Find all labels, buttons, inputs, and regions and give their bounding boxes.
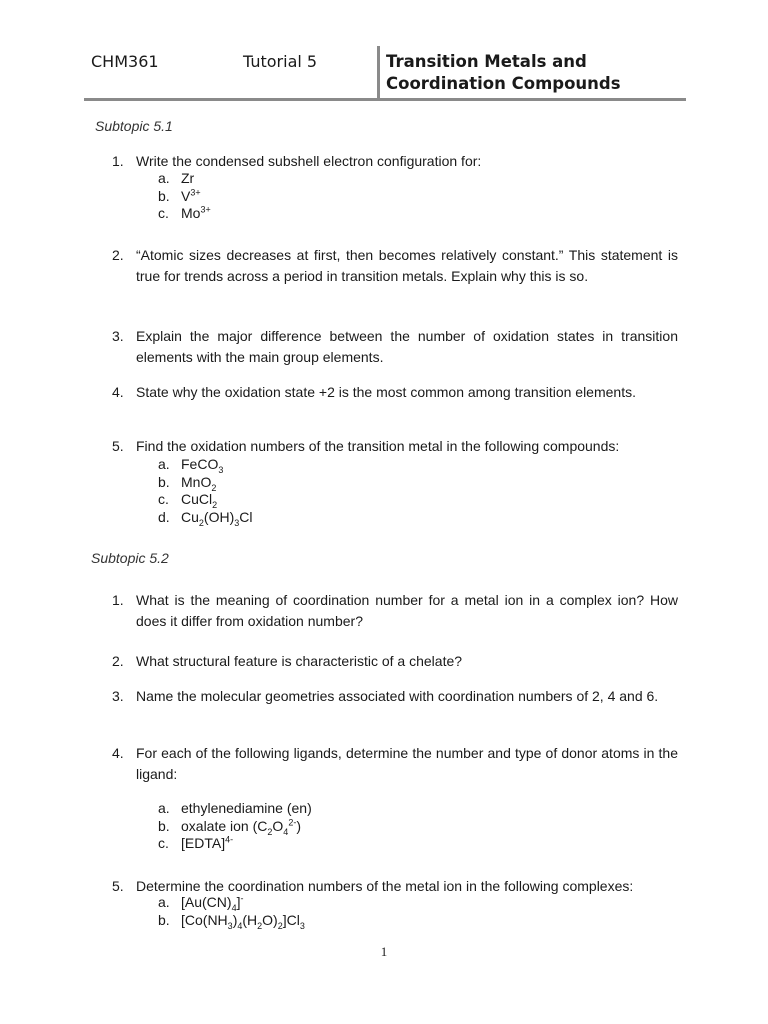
question-text: What structural feature is characteristic of a chelate? [136, 653, 463, 669]
question-text: What is the meaning of coordination number for a metal ion in a complex ion? How does it differ from oxidation number? [136, 592, 678, 629]
question-number: 4. [112, 384, 124, 400]
tutorial-number: Tutorial 5 [243, 52, 318, 71]
sub-item: d. $Cu_2(OH)_3Cl$ [158, 508, 253, 528]
question-number: 2. [112, 653, 124, 669]
sub-item: a. ethylenediamine (en) [158, 800, 312, 816]
question-number: 1. [112, 592, 124, 608]
question-text: Explain the major difference between the number of oxidation states in transition elements with the main group elements. [136, 328, 678, 365]
sub-item: b. $V^{3+}$ [158, 186, 201, 204]
question-number: 5. [112, 878, 124, 894]
question-text: “Atomic sizes decreases at first, then becomes relatively constant.” This statement is true for trends across a period in transition metals. Explain why this is so. [136, 247, 678, 284]
sub-item-list [158, 456, 253, 526]
question-text: Find the oxidation numbers of the transition metal in the following compounds: [136, 438, 620, 454]
sub-item: a. $[Au(CN)_4]^-$ [158, 893, 244, 913]
question-text: For each of the following ligands, determine the number and type of donor atoms in the ligand: [136, 745, 678, 782]
sub-item: c. $Mo^{3+}$ [158, 204, 211, 221]
question-item [112, 743, 678, 784]
question-item [112, 686, 678, 707]
question-text: State why the oxidation state +2 is the most common among transition elements. [136, 384, 636, 400]
question-number: 3. [112, 328, 124, 344]
sub-item-list [158, 894, 305, 929]
header-divider-horizontal [84, 98, 686, 101]
question-text: Determine the coordination numbers of the metal ion in the following complexes: [136, 878, 634, 894]
sub-item: b. oxalate ion $(C_2O_4^{2-})$ [158, 816, 301, 837]
sub-item: b. MnO$_2$ [158, 473, 217, 493]
sub-item-list [158, 170, 211, 223]
question-item [112, 245, 678, 286]
sub-item: c. CuCl$_2$ [158, 491, 218, 510]
header-divider-vertical [377, 46, 380, 100]
question-number: 1. [112, 153, 124, 169]
title-line-1: Transition Metals and [386, 52, 587, 71]
question-item [112, 590, 678, 631]
document-header [0, 0, 768, 104]
sub-item: b. $[Co(NH_3)_4(H_2O)_2]Cl_3$ [158, 911, 305, 931]
question-number: 4. [112, 745, 124, 761]
question-number: 2. [112, 247, 124, 263]
question-item [112, 151, 678, 172]
question-item [112, 436, 678, 457]
question-number: 5. [112, 438, 124, 454]
question-item [112, 651, 678, 672]
sub-item: a. Zr [158, 170, 195, 186]
course-code: CHM361 [91, 52, 159, 71]
question-text: Write the condensed subshell electron configuration for: [136, 153, 482, 169]
sub-item: a. FeCO$_3$ [158, 456, 224, 475]
question-item [112, 382, 678, 403]
sub-item-list [158, 800, 312, 853]
question-text: Name the molecular geometries associated with coordination numbers of 2, 4 and 6. [136, 688, 659, 704]
document-title [386, 51, 621, 95]
sub-item: c. [EDTA]$^{4-}$ [158, 834, 234, 851]
subtopic-heading: Subtopic 5.2 [91, 550, 169, 566]
question-number: 3. [112, 688, 124, 704]
page-number: 1 [380, 944, 388, 959]
subtopic-heading: Subtopic 5.1 [95, 118, 173, 134]
title-line-2: Coordination Compounds [386, 74, 621, 93]
question-item [112, 326, 678, 367]
